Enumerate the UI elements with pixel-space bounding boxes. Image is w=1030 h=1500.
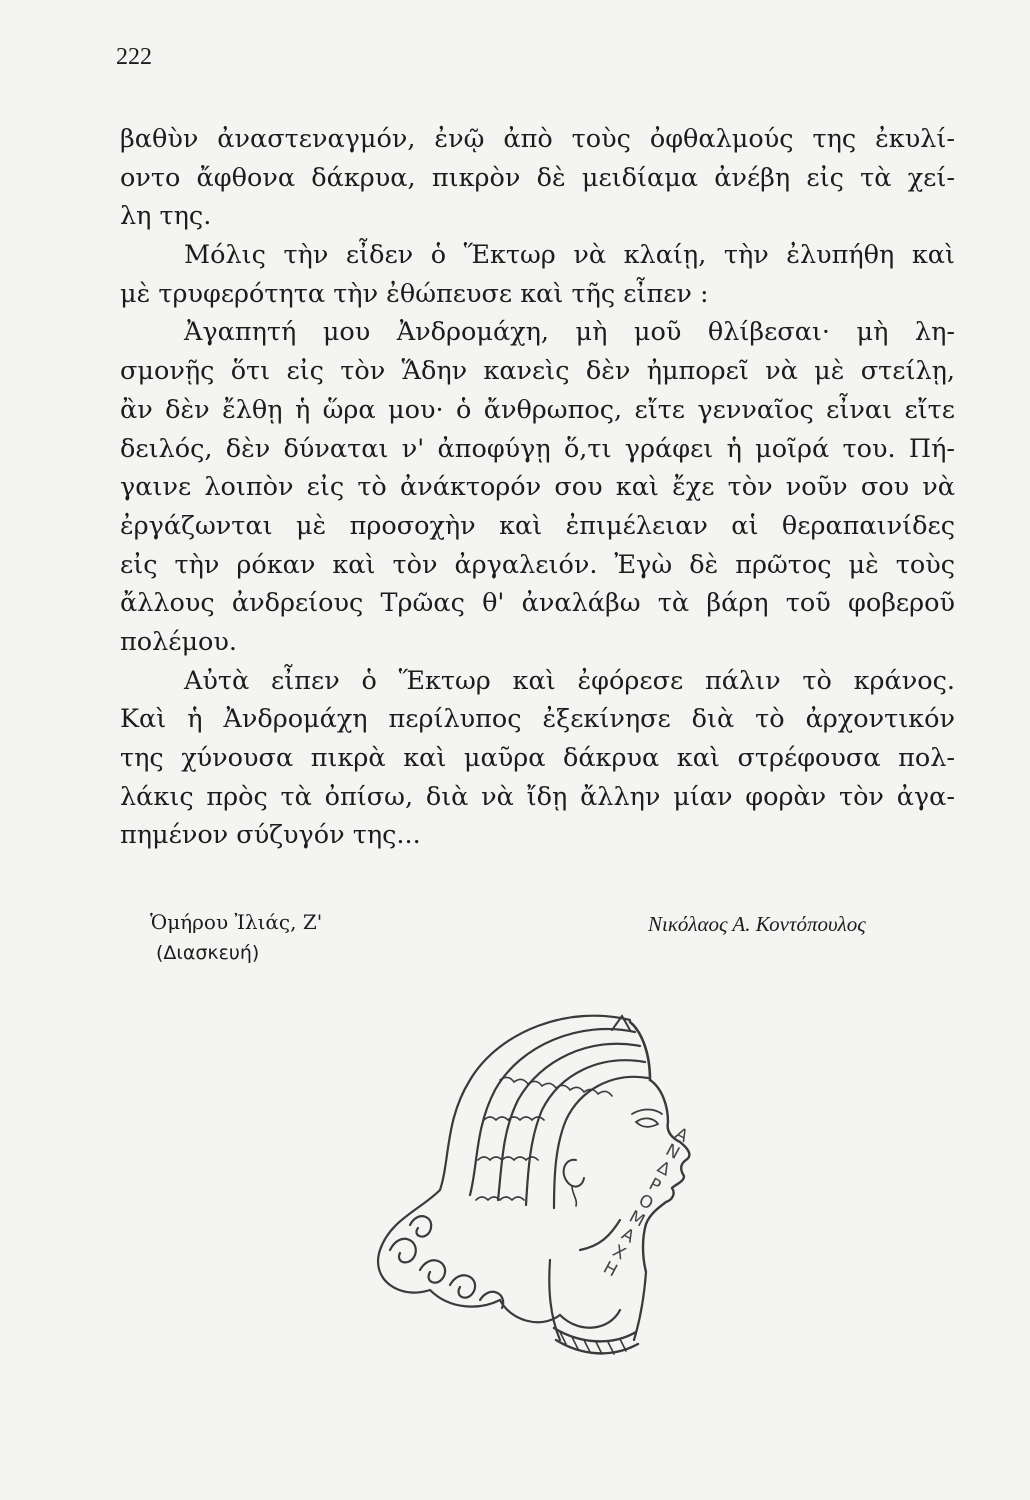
text-line: Καὶ ἡ Ἀνδρομάχη περίλυπος ἐξεκίνησε διὰ τὸ ἀρχοντικόν [120, 704, 955, 735]
text-line: οντο ἄφθονα δάκρυα, πικρὸν δὲ μειδίαμα ἀνέβη εἰς τὰ χεί- [120, 162, 955, 193]
author-name: Νικόλαος Α. Κοντόπουλος [648, 912, 866, 936]
caption-letter: Η [599, 1257, 621, 1282]
text-line: γαινε λοιπὸν εἰς τὸ ἀνάκτορόν σου καὶ ἔχε τὸν νοῦν σου νὰ [120, 472, 955, 503]
caption-letter: Χ [609, 1241, 629, 1265]
caption-letter: Ρ [645, 1174, 664, 1197]
text-line: ἐργάζωνται μὲ προσοχὴν καὶ ἐπιμέλειαν αἱ θεραπαινίδες [120, 510, 955, 541]
text-line: Αὐτὰ εἶπεν ὁ Ἕκτωρ καὶ ἐφόρεσε πάλιν τὸ κράνος. [184, 665, 955, 696]
caption-letter: Ν [662, 1140, 683, 1164]
page-number: 222 [116, 44, 152, 70]
andromache-head-illustration-icon [350, 1010, 850, 1370]
text-line: λάκις πρὸς τὰ ὀπίσω, διὰ νὰ ἴδῃ ἄλλην μίαν φορὰν τὸν ἀγα- [120, 781, 955, 812]
body-text [120, 120, 955, 855]
caption-letter: Α [618, 1224, 638, 1248]
text-line: λη της. [120, 201, 212, 232]
text-line: Μόλις τὴν εἶδεν ὁ Ἕκτωρ νὰ κλαίῃ, τὴν ἐλυπήθη καὶ [184, 240, 955, 271]
caption-letter: Α [671, 1123, 692, 1147]
source-note: (Διασκευή) [156, 942, 260, 964]
text-line: ἂν δὲν ἔλθῃ ἡ ὥρα μου· ὁ ἄνθρωπος, εἴτε γενναῖος εἶναι εἴτε [120, 394, 955, 425]
caption-letter: Ο [635, 1190, 657, 1215]
text-line: Ἀγαπητή μου Ἀνδρομάχη, μὴ μοῦ θλίβεσαι· μὴ λη- [184, 317, 955, 348]
source-title: Ὁμήρου Ἰλιάς, Ζ' [150, 910, 323, 934]
text-line: πολέμου. [120, 626, 238, 657]
text-line: της χύνουσα πικρὰ καὶ μαῦρα δάκρυα καὶ στρέφουσα πολ- [120, 743, 955, 773]
caption-letter: Μ [625, 1206, 648, 1232]
text-line: βαθὺν ἀναστεναγμόν, ἐνῷ ἀπὸ τοὺς ὀφθαλμούς της ἐκυλί- [120, 124, 955, 154]
text-line: σμονῇς ὅτι εἰς τὸν Ἅδην κανεὶς δὲν ἠμπορεῖ νὰ μὲ στείλῃ, [120, 356, 955, 387]
text-line: πημένον σύζυγόν της... [120, 820, 421, 851]
text-line: ἄλλους ἀνδρείους Τρῶας θ' ἀναλάβω τὰ βάρη τοῦ φοβεροῦ [120, 588, 955, 619]
caption-letter: Δ [653, 1157, 674, 1181]
text-line: δειλός, δὲν δύναται ν' ἀποφύγῃ ὅ,τι γράφει ἡ μοῖρά του. Πή- [120, 433, 955, 464]
text-line: μὲ τρυφερότητα τὴν ἐθώπευσε καὶ τῆς εἶπεν : [120, 278, 709, 309]
text-line: εἰς τὴν ρόκαν καὶ τὸν ἀργαλειόν. Ἐγὼ δὲ πρῶτος μὲ τοὺς [120, 549, 955, 580]
